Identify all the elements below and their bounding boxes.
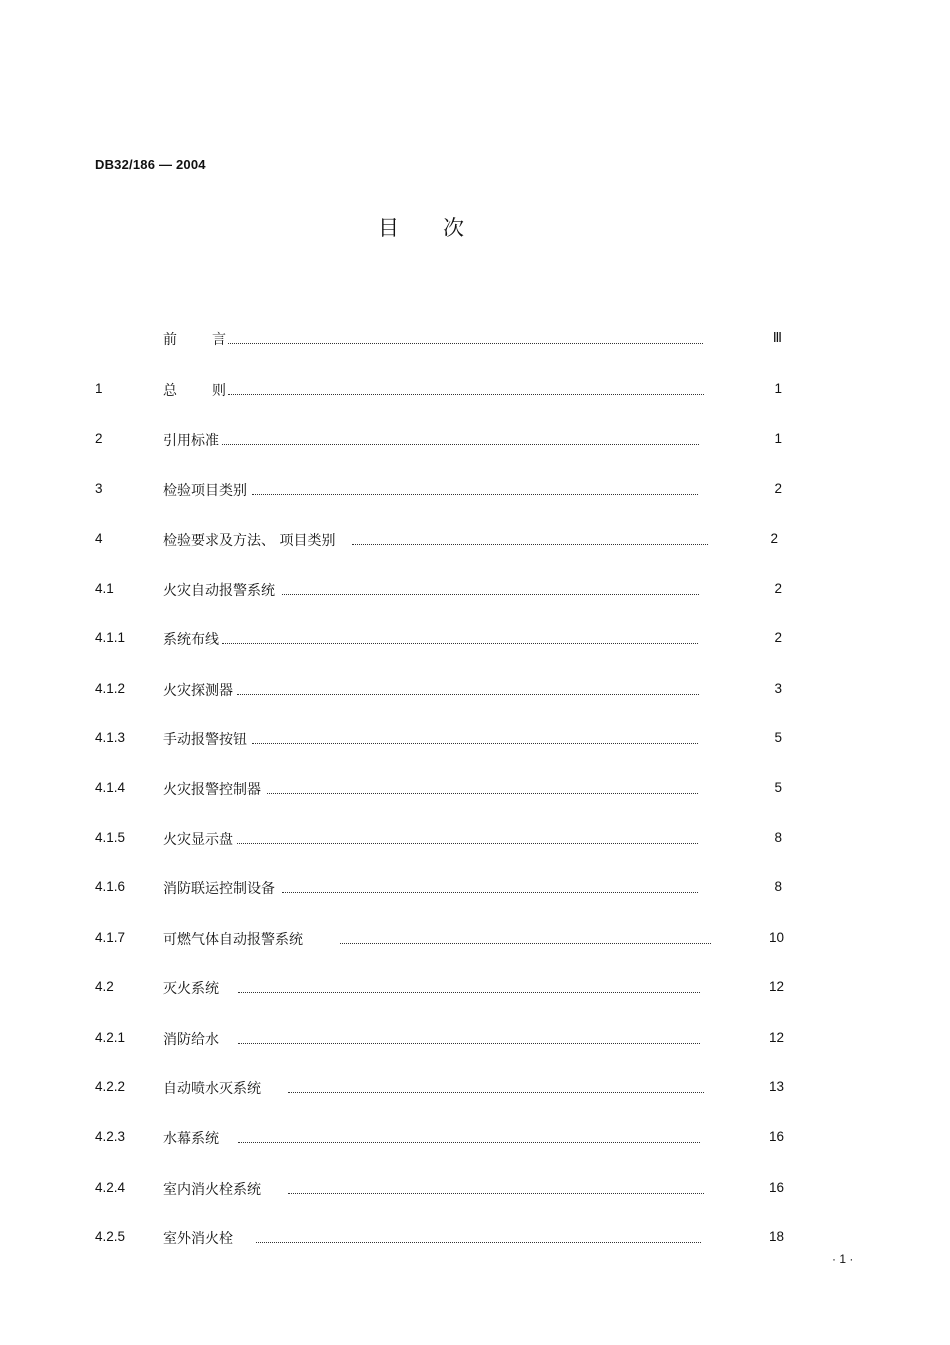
toc-row: [0, 827, 950, 851]
footer-page-number: · 1 ·: [832, 1252, 854, 1266]
toc-page-number: 2: [774, 481, 782, 496]
toc-page-number: 10: [768, 930, 784, 945]
toc-entry-title: 检验项目类别: [163, 483, 247, 499]
toc-row: [0, 876, 950, 900]
toc-section-number: 4.2.5: [95, 1229, 126, 1244]
toc-row: [0, 627, 950, 651]
toc-row: [0, 1076, 950, 1100]
toc-leader-dots: [256, 1228, 701, 1243]
toc-row: [0, 927, 950, 951]
toc-section-number: 4.2.3: [95, 1129, 126, 1144]
toc-page-number: 13: [768, 1079, 784, 1094]
toc-entry-title: 火灾显示盘: [163, 832, 233, 848]
toc-leader-dots: [238, 1029, 700, 1044]
toc-row: [0, 528, 950, 552]
toc-entry-title: 可燃气体自动报警系统: [163, 932, 303, 948]
toc-section-number: 4.1.7: [95, 930, 126, 945]
toc-section-number: 4.1.4: [95, 780, 126, 795]
toc-leader-dots: [237, 680, 699, 695]
toc-entry-title: 水幕系统: [163, 1131, 219, 1147]
toc-row: [0, 378, 950, 402]
toc-page-number: 1: [774, 381, 782, 396]
toc-page-number: 8: [774, 830, 782, 845]
toc-row: [0, 1027, 950, 1051]
toc-row: [0, 478, 950, 502]
toc-leader-dots: [237, 829, 698, 844]
toc-entry-title: 自动喷水灭系统: [163, 1081, 261, 1097]
toc-entry-title: 火灾探测器: [163, 683, 233, 699]
toc-leader-dots: [252, 729, 698, 744]
toc-row: [0, 1226, 950, 1250]
toc-page-number: 8: [774, 879, 782, 894]
toc-entry-title: 室内消火栓系统: [163, 1182, 261, 1198]
page-title: 目次: [378, 216, 508, 240]
toc-entry-title: 火灾报警控制器: [163, 782, 261, 798]
toc-page-number: 2: [774, 630, 782, 645]
document-code: DB32/186 — 2004: [95, 157, 206, 172]
toc-page-number: 16: [768, 1129, 784, 1144]
toc-entry-title: 手动报警按钮: [163, 732, 247, 748]
toc-leader-dots: [222, 629, 698, 644]
toc-page-number: 5: [774, 780, 782, 795]
toc-entry-title: 灭火系统: [163, 981, 219, 997]
toc-leader-dots: [340, 929, 711, 944]
toc-leader-dots: [288, 1078, 704, 1093]
toc-row: [0, 578, 950, 602]
toc-section-number: 4.1.6: [95, 879, 126, 894]
toc-page-number: 1: [774, 431, 782, 446]
toc-entry-title: 前言: [163, 332, 261, 348]
toc-row: [0, 678, 950, 702]
toc-section-number: 4.1.2: [95, 681, 126, 696]
toc-section-number: 4.1.5: [95, 830, 126, 845]
toc-row: [0, 976, 950, 1000]
toc-leader-dots: [267, 779, 698, 794]
toc-section-number: 4.2.2: [95, 1079, 126, 1094]
toc-section-number: 1: [95, 381, 103, 396]
toc-entry-title: 消防联运控制设备: [163, 881, 275, 897]
toc-row: [0, 327, 950, 351]
toc-row: [0, 1126, 950, 1150]
toc-section-number: 2: [95, 431, 103, 446]
toc-page-number: 12: [768, 979, 784, 994]
toc-leader-dots: [352, 530, 708, 545]
toc-page-number: 2: [770, 531, 778, 546]
toc-leader-dots: [238, 1128, 700, 1143]
toc-row: [0, 1177, 950, 1201]
toc-page-number: Ⅲ: [772, 330, 782, 345]
toc-leader-dots: [288, 1179, 704, 1194]
toc-row: [0, 777, 950, 801]
toc-page-number: 3: [774, 681, 782, 696]
toc-leader-dots: [238, 978, 700, 993]
toc-page-number: 18: [768, 1229, 784, 1244]
toc-row: [0, 727, 950, 751]
toc-section-number: 4.2: [95, 979, 114, 994]
toc-leader-dots: [282, 878, 698, 893]
toc-entry-title: 系统布线: [163, 632, 219, 648]
toc-section-number: 3: [95, 481, 103, 496]
toc-entry-title: 室外消火栓: [163, 1231, 233, 1247]
toc-leader-dots: [252, 480, 698, 495]
toc-entry-title: 火灾自动报警系统: [163, 583, 275, 599]
toc-section-number: 4: [95, 531, 103, 546]
toc-section-number: 4.1.3: [95, 730, 126, 745]
toc-page-number: 5: [774, 730, 782, 745]
toc-row: [0, 428, 950, 452]
toc-section-number: 4.2.4: [95, 1180, 126, 1195]
toc-entry-title: 检验要求及方法、 项目类别: [163, 533, 336, 549]
toc-section-number: 4.2.1: [95, 1030, 126, 1045]
toc-section-number: 4.1.1: [95, 630, 126, 645]
toc-entry-title: 总则: [163, 383, 261, 399]
toc-leader-dots: [282, 580, 699, 595]
toc-leader-dots: [222, 430, 699, 445]
toc-page-number: 12: [768, 1030, 784, 1045]
toc-entry-title: 引用标准: [163, 433, 219, 449]
toc-leader-dots: [228, 380, 704, 395]
toc-section-number: 4.1: [95, 581, 114, 596]
toc-leader-dots: [228, 329, 703, 344]
toc-entry-title: 消防给水: [163, 1032, 219, 1048]
toc-page-number: 2: [774, 581, 782, 596]
toc-page-number: 16: [768, 1180, 784, 1195]
